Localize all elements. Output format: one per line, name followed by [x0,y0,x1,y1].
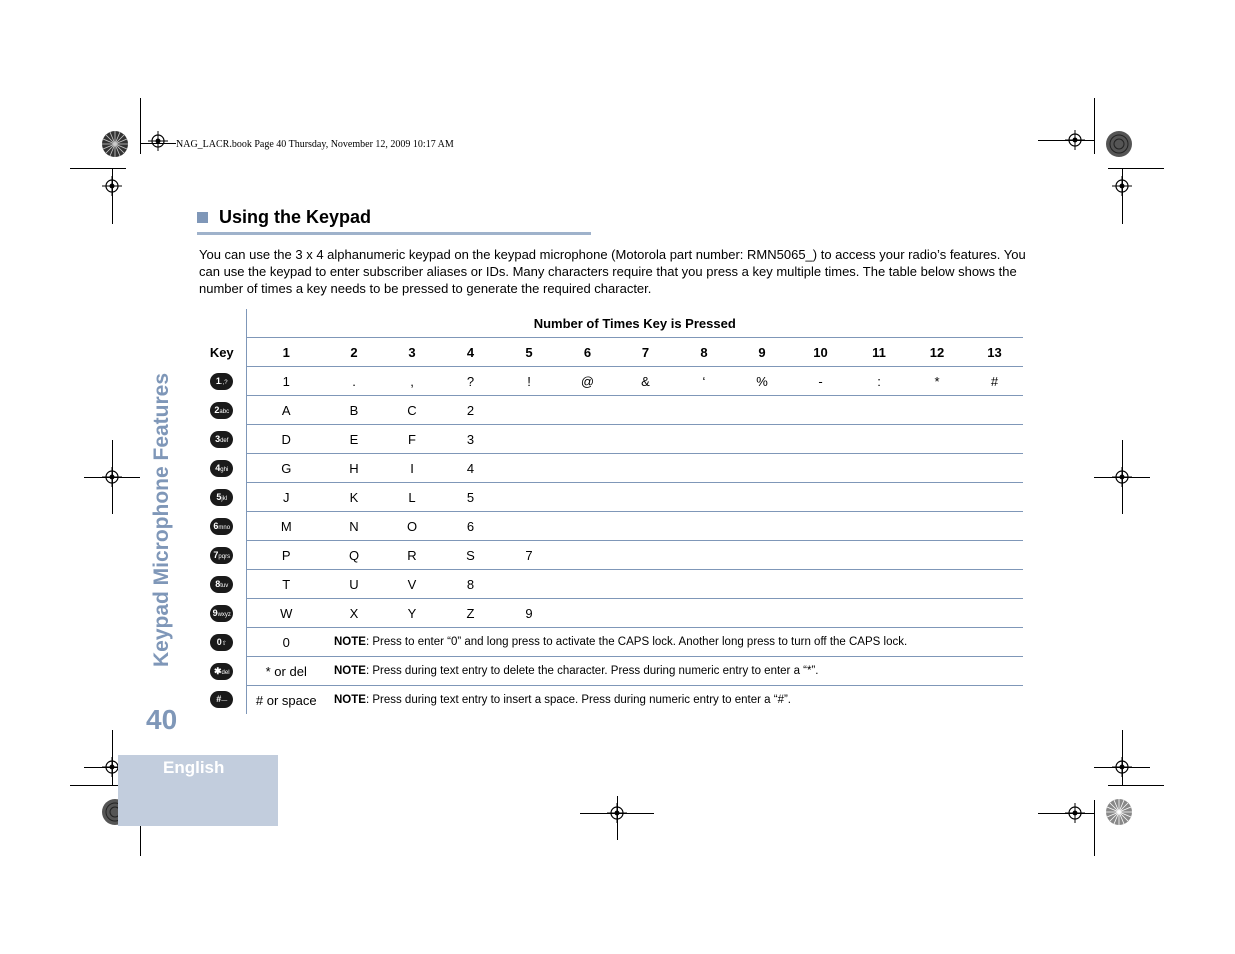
key-cell [198,367,246,396]
key-glyph: 5 [216,491,222,502]
press-cell: * [908,367,966,396]
press-cell [966,396,1023,425]
table-row [198,599,1023,628]
press-cell [733,599,791,628]
table-row [198,686,1023,715]
press-cell: C [382,396,442,425]
table-row [198,425,1023,454]
press-cell: W [246,599,326,628]
press-cell [616,454,675,483]
press-cell: K [326,483,382,512]
press-cell [616,425,675,454]
key-6-icon [210,518,233,535]
key-subglyph: wxyz [217,611,231,618]
press-cell [791,599,850,628]
press-cell [675,541,733,570]
press-cell: 7 [499,541,559,570]
key-subglyph: ghi [220,466,229,473]
press-cell [791,425,850,454]
press-cell: J [246,483,326,512]
press-cell [733,454,791,483]
press-cell [908,599,966,628]
key-0-icon [210,634,233,651]
key-cell [198,599,246,628]
key-glyph: 6 [213,520,219,531]
press-cell [850,541,908,570]
count-header: 13 [987,344,1002,360]
press-cell: 1 [246,367,326,396]
starburst-mark-icon [1105,798,1133,826]
table-group-header-row [198,309,1023,338]
key-subglyph: ⇧ [221,640,227,647]
key-4-icon [210,460,233,477]
note-cell [326,628,1023,657]
count-header: 6 [583,344,592,360]
press-cell [850,599,908,628]
registration-mark-icon [1112,467,1132,487]
press-cell [850,454,908,483]
key-cell [198,425,246,454]
note-label: NOTE [334,665,366,677]
press-cell: L [382,483,442,512]
press-cell [791,541,850,570]
note-label: NOTE [334,694,366,706]
section-title: Using the Keypad [219,207,372,227]
note-text: : Press during text entry to insert a space. Press during numeric entry to enter a “#”. [365,694,792,706]
table-row [198,541,1023,570]
press-cell [908,512,966,541]
press-cell [675,425,733,454]
key-2-icon [210,402,233,419]
key-cell [198,686,246,715]
key-star-icon [210,663,233,680]
press-cell [559,570,616,599]
press-cell: & [616,367,675,396]
press-cell [499,570,559,599]
key-subglyph: .,? [220,379,228,386]
key-cell [198,657,246,686]
key-5-icon [210,489,233,506]
registration-mark-icon [1112,757,1132,777]
press-cell: F [382,425,442,454]
count-header: 11 [872,344,886,360]
press-cell: H [326,454,382,483]
press-cell: 2 [442,396,499,425]
key-glyph: 3 [215,433,221,444]
press-cell [966,512,1023,541]
table-header-row [198,338,1023,367]
press-cell [559,454,616,483]
press-cell [499,512,559,541]
registration-mark-icon [1065,803,1085,823]
press-cell [675,483,733,512]
key-subglyph: del [221,669,230,676]
press-cell [908,483,966,512]
press-cell: A [246,396,326,425]
press-cell: # [966,367,1023,396]
count-header: 9 [758,344,766,360]
key-glyph: 7 [213,549,219,560]
table-row [198,483,1023,512]
key-subglyph: tuv [220,582,229,589]
key-glyph: 4 [215,462,221,473]
table-row [198,628,1023,657]
count-header: 3 [408,344,416,360]
registration-mark-icon [1112,176,1132,196]
table-row [198,396,1023,425]
press-cell: X [326,599,382,628]
press-cell: O [382,512,442,541]
note-text: : Press to enter “0” and long press to activate the CAPS lock. Another long press to turn off the CAPS lock. [365,636,908,648]
press-cell [559,599,616,628]
press-cell: 4 [442,454,499,483]
press-cell: I [382,454,442,483]
key-glyph: # [216,694,222,705]
press-cell: 9 [499,599,559,628]
key-glyph: 9 [212,607,218,618]
press-cell [791,570,850,599]
key-subglyph: — [221,698,228,705]
count-header: 10 [813,344,828,360]
press-cell: P [246,541,326,570]
press-cell: , [382,367,442,396]
count-header: 5 [525,344,533,360]
press-cell: ‘ [675,367,733,396]
registration-mark-icon [102,467,122,487]
key-3-icon [210,431,233,448]
press-cell [908,541,966,570]
press-cell: 3 [442,425,499,454]
press-cell [616,396,675,425]
press-cell [966,483,1023,512]
press-cell: : [850,367,908,396]
press-1-cell: # or space [246,686,326,715]
starburst-mark-icon [1105,130,1133,158]
press-cell [733,396,791,425]
press-cell [559,541,616,570]
table-row [198,570,1023,599]
press-cell [966,541,1023,570]
key-1-icon [210,373,233,390]
press-cell: E [326,425,382,454]
press-cell: % [733,367,791,396]
press-cell [733,570,791,599]
key-cell [198,628,246,657]
registration-mark-icon [607,803,627,823]
press-cell [675,454,733,483]
press-cell: ! [499,367,559,396]
table-row [198,454,1023,483]
press-cell [616,483,675,512]
press-cell [850,512,908,541]
press-cell [499,454,559,483]
key-subglyph: jkl [221,495,228,502]
press-cell: V [382,570,442,599]
language-label: English [163,758,225,777]
press-cell [966,425,1023,454]
press-cell [499,396,559,425]
press-cell [908,396,966,425]
key-hash-icon [210,691,233,708]
key-cell [198,512,246,541]
press-cell: 6 [442,512,499,541]
press-cell [850,425,908,454]
press-cell: . [326,367,382,396]
key-glyph: ✱ [213,665,222,676]
press-cell: Y [382,599,442,628]
press-cell: M [246,512,326,541]
key-glyph: 0 [216,636,222,647]
table-row [198,512,1023,541]
key-subglyph: abc [219,408,230,415]
press-cell [850,483,908,512]
count-header: 8 [700,344,708,360]
press-cell [675,396,733,425]
press-cell: G [246,454,326,483]
table-row [198,657,1023,686]
note-text: : Press during text entry to delete the character. Press during numeric entry to enter a “*”. [365,665,819,677]
press-cell [966,454,1023,483]
press-cell [499,483,559,512]
registration-mark-icon [148,131,168,151]
press-cell: ? [442,367,499,396]
key-7-icon [210,547,233,564]
key-subglyph: mno [218,524,231,531]
press-cell: U [326,570,382,599]
press-cell: R [382,541,442,570]
count-header: 4 [466,344,475,360]
registration-mark-icon [1065,130,1085,150]
book-header-info: NAG_LACR.book Page 40 Thursday, November 12, 2009 10:17 AM [176,139,454,150]
press-cell: Z [442,599,499,628]
group-header: Number of Times Key is Pressed [246,309,1023,338]
press-cell [966,599,1023,628]
key-9-icon [210,605,233,622]
press-cell [791,483,850,512]
press-cell [733,483,791,512]
press-cell: S [442,541,499,570]
press-1-cell: 0 [246,628,326,657]
press-cell: 8 [442,570,499,599]
press-1-cell: * or del [246,657,326,686]
section-underline [197,232,591,235]
count-header: 1 [282,344,290,360]
press-cell: 5 [442,483,499,512]
note-cell [326,686,1023,715]
key-glyph: 2 [214,404,220,415]
key-cell [198,570,246,599]
key-subglyph: def [220,437,229,444]
press-cell: - [791,367,850,396]
press-cell: D [246,425,326,454]
key-column-header: Key [198,338,246,367]
table-row [198,367,1023,396]
press-cell: N [326,512,382,541]
count-header: 12 [929,344,945,360]
key-cell [198,483,246,512]
key-8-icon [210,576,233,593]
press-cell [675,512,733,541]
intro-paragraph: You can use the 3 x 4 alphanumeric keypad on the keypad microphone (Motorola part number: RMN5065_) to access your radio’s features. You can use the keypad to enter subscriber aliases or IDs. Many characters require that you press a key multiple times. The table below shows the number of times a key needs to be pressed to generate the required character. [199,247,1026,296]
key-cell [198,396,246,425]
note-label: NOTE [334,636,366,648]
key-subglyph: pqrs [218,553,231,560]
count-header: 7 [641,344,650,360]
press-cell [733,541,791,570]
section-bullet-icon [197,212,208,223]
press-cell [616,570,675,599]
press-cell [616,541,675,570]
key-cell [198,541,246,570]
press-cell [791,512,850,541]
press-cell [850,396,908,425]
press-cell [616,512,675,541]
press-cell [908,570,966,599]
key-glyph: 8 [215,578,221,589]
keypad-table [198,309,1023,714]
page-number: 40 [146,704,178,735]
press-cell [559,512,616,541]
chapter-side-title: Keypad Microphone Features [150,372,173,668]
press-cell [908,454,966,483]
press-cell [791,454,850,483]
press-cell [675,570,733,599]
note-cell [326,657,1023,686]
count-header: 2 [350,344,358,360]
press-cell: B [326,396,382,425]
press-cell [499,425,559,454]
press-cell [675,599,733,628]
registration-mark-icon [102,176,122,196]
press-cell [850,570,908,599]
press-cell: T [246,570,326,599]
press-cell [559,483,616,512]
starburst-mark-icon [101,130,129,158]
press-cell: Q [326,541,382,570]
press-cell [733,512,791,541]
press-cell [791,396,850,425]
press-cell [559,396,616,425]
press-cell [559,425,616,454]
press-cell [616,599,675,628]
key-glyph: 1 [215,375,221,386]
key-cell [198,454,246,483]
press-cell [908,425,966,454]
press-cell [966,570,1023,599]
press-cell: @ [559,367,616,396]
press-cell [733,425,791,454]
